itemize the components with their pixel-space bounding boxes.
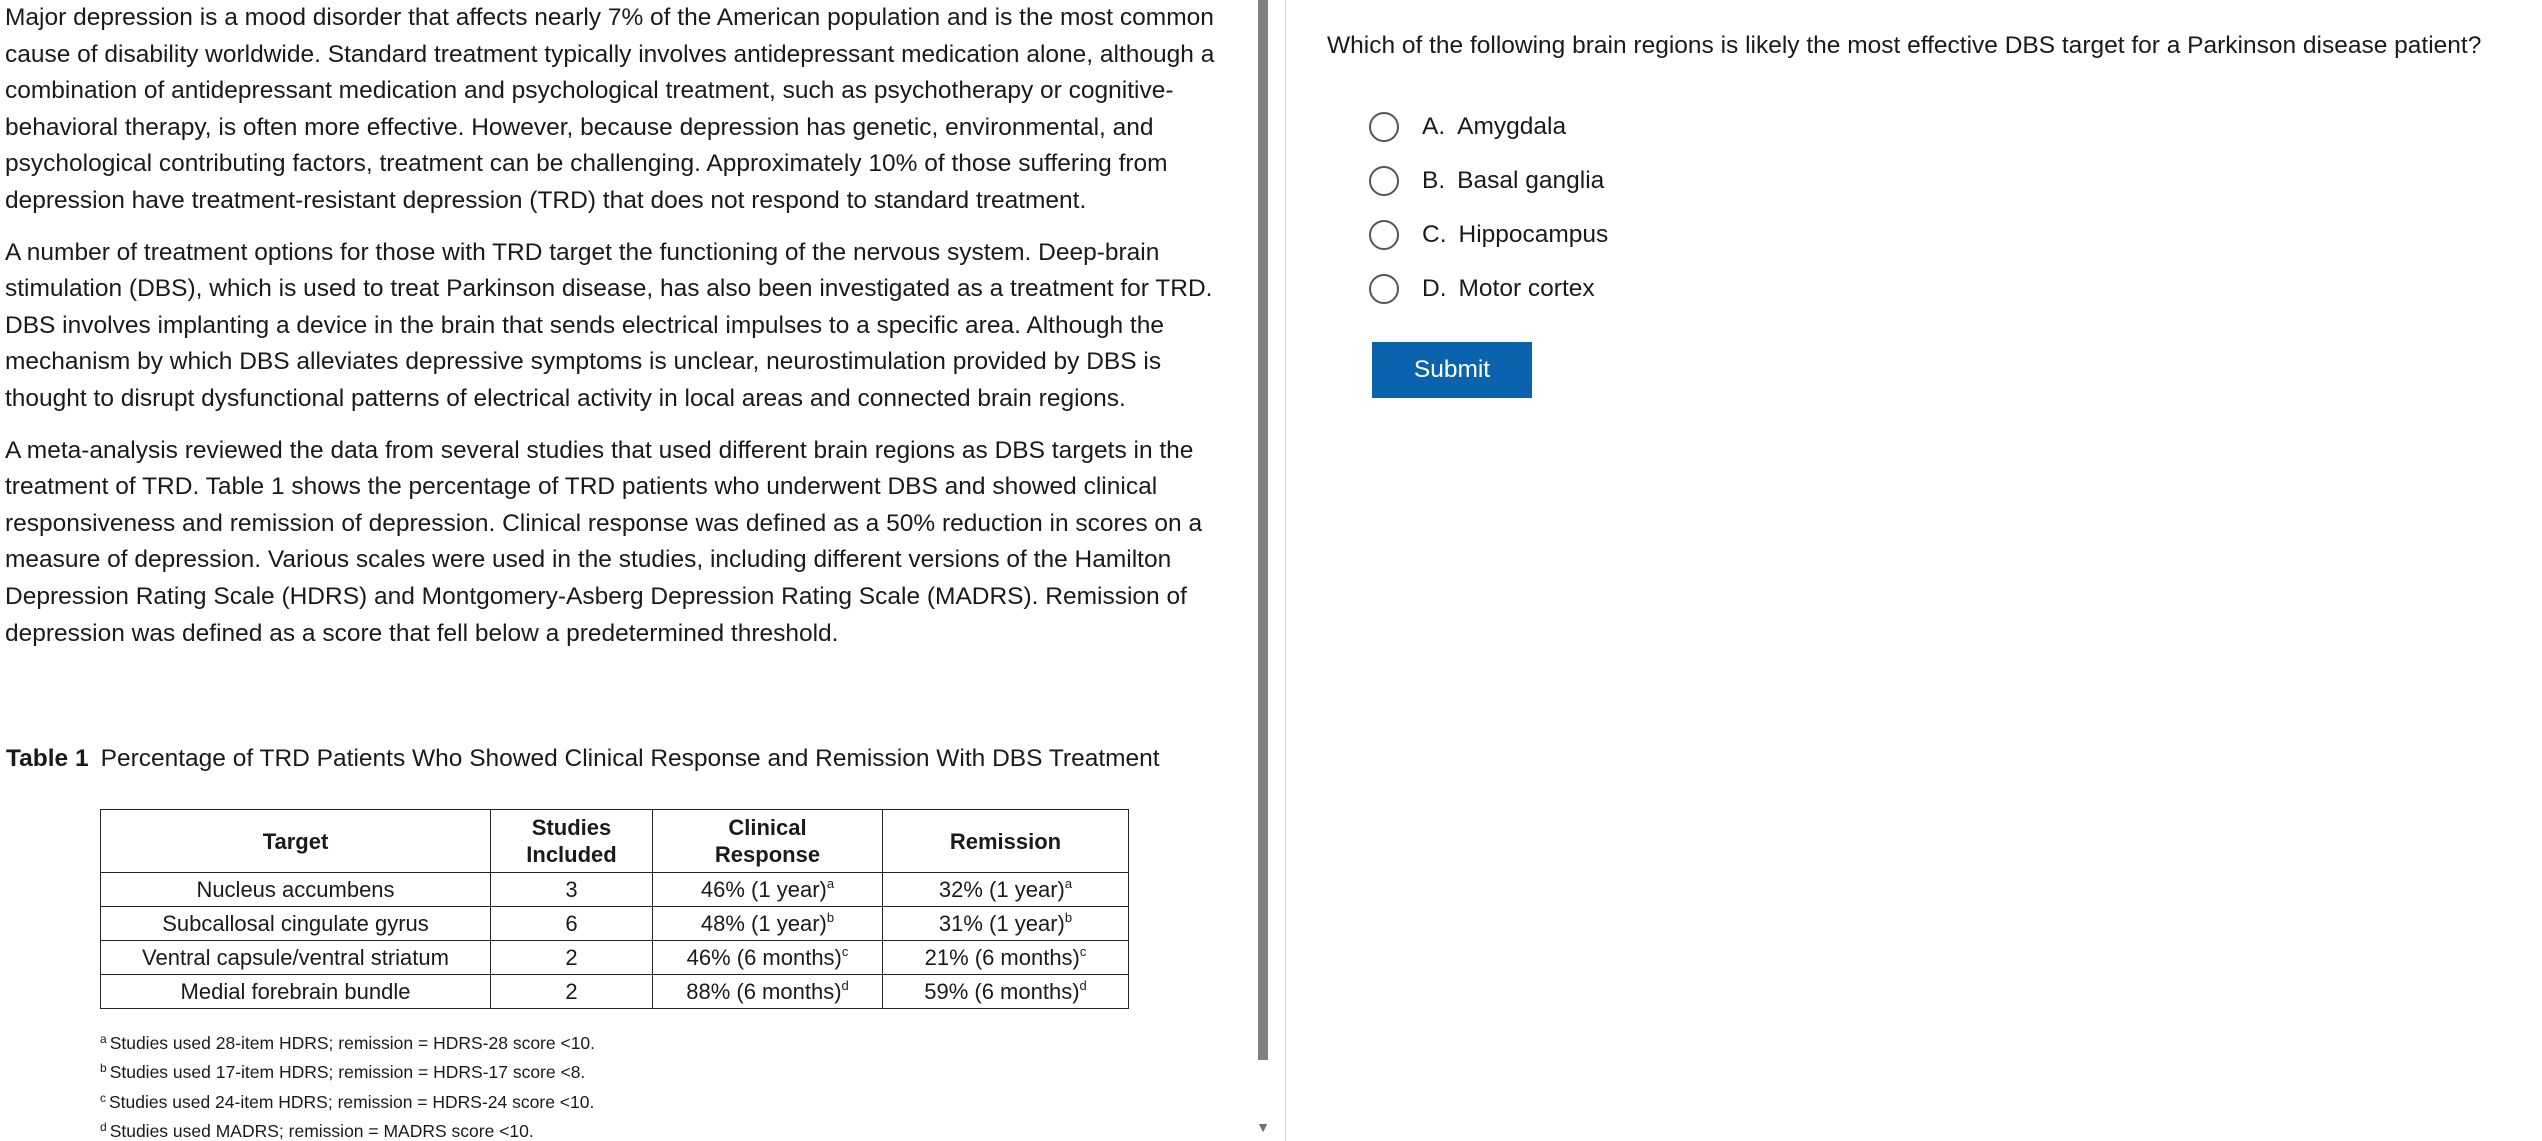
cell-remission	[883, 975, 1129, 1009]
passage-paragraph-3: A meta-analysis reviewed the data from several studies that used different brain regions as DBS targets in the treatment of TRD. Table 1 shows the percentage of TRD patients who underwent DBS and showed clinical responsiveness and remission of depression. Clinical response was defined as a 50% reduction in scores on a measure of depression. Various scales were used in the studies, including different versions of the Hamilton Depression Rating Scale (HDRS) and Montgomery-Asberg Depression Rating Scale (MADRS). Remission of depression was defined as a score that fell below a predetermined threshold.	[5, 436, 1203, 647]
table-caption-text: Percentage of TRD Patients Who Showed Clinical Response and Remission With DBS Treatment	[100, 745, 1160, 772]
cell-remission	[883, 907, 1129, 941]
cell-target: Nucleus accumbens	[101, 873, 491, 907]
table-row	[101, 873, 1129, 907]
footnote	[100, 1029, 595, 1058]
cell-remission	[883, 941, 1129, 975]
header-target: Target	[101, 810, 491, 873]
cell-clinical-value: 48% (1 year)	[700, 911, 827, 936]
table-row	[101, 975, 1129, 1009]
choice-c[interactable]	[1369, 208, 1608, 262]
choice-text: Hippocampus	[1458, 221, 1609, 248]
cell-clinical-value: 88% (6 months)	[686, 979, 842, 1004]
choice-label	[1422, 271, 1595, 307]
cell-remission-value: 31% (1 year)	[938, 911, 1065, 936]
header-clinical-line2: Response	[714, 842, 821, 867]
passage-paragraph-2: A number of treatment options for those with TRD target the functioning of the nervous system. Deep-brain stimulation (DBS), which is used to treat Parkinson disease, has also been investigated as a treatment for TRD. DBS involves implanting a device in the brain that sends electrical impulses to a specific area. Although the mechanism by which DBS alleviates depressive symptoms is unclear, neurostimulation provided by DBS is thought to disrupt dysfunctional patterns of electrical activity in local areas and connected brain regions.	[5, 238, 1213, 412]
choice-d[interactable]	[1369, 262, 1608, 316]
cell-clinical	[653, 873, 883, 907]
footnote-mark: a	[826, 876, 835, 891]
cell-remission-value: 32% (1 year)	[938, 877, 1065, 902]
table-header-row	[101, 810, 1129, 873]
passage-paragraph-1: Major depression is a mood disorder that affects nearly 7% of the American population and is the most common cause of disability worldwide. Standard treatment typically involves antidepressant medication alone, although a combination of antidepressant medication and psychological treatment, such as psychotherapy or cognitive-behavioral therapy, is often more effective. However, because depression has genetic, environmental, and psychological contributing factors, treatment can be challenging. Approximately 10% of those suffering from depression have treatment-resistant depression (TRD) that does not respond to standard treatment.	[5, 4, 1215, 214]
footnote-mark: c	[1079, 944, 1087, 959]
cell-clinical-value: 46% (6 months)	[686, 945, 842, 970]
cell-studies: 2	[491, 941, 653, 975]
table-footnotes	[100, 1029, 595, 1141]
cell-clinical	[653, 941, 883, 975]
footnote-mark: c	[841, 944, 849, 959]
header-clinical-line1: Clinical	[728, 815, 807, 840]
choice-label	[1422, 163, 1604, 199]
footnote-mark: c	[100, 1090, 106, 1105]
footnote-mark: a	[100, 1032, 107, 1046]
choice-text: Basal ganglia	[1457, 167, 1605, 194]
header-studies-line1: Studies	[531, 815, 612, 840]
cell-clinical	[653, 975, 883, 1009]
radio-button[interactable]	[1369, 166, 1399, 196]
cell-remission-value: 21% (6 months)	[924, 945, 1080, 970]
cell-target: Ventral capsule/ventral striatum	[101, 941, 491, 975]
footnote	[100, 1088, 595, 1117]
cell-remission	[883, 873, 1129, 907]
table-caption-label: Table 1	[6, 745, 89, 772]
radio-button[interactable]	[1369, 112, 1399, 142]
footnote-mark: b	[100, 1061, 107, 1076]
header-remission: Remission	[883, 810, 1129, 873]
results-table	[100, 809, 1129, 1009]
table-row	[101, 907, 1129, 941]
cell-clinical	[653, 907, 883, 941]
choice-text: Motor cortex	[1458, 275, 1595, 302]
footnote-mark: a	[1064, 876, 1073, 891]
question-stem: Which of the following brain regions is likely the most effective DBS target for a Parkinson disease patient?	[1327, 32, 2482, 59]
footnote-text: Studies used 24-item HDRS; remission = HDRS-24 score <10.	[109, 1091, 595, 1112]
cell-remission-value: 59% (6 months)	[924, 979, 1080, 1004]
choice-label	[1422, 109, 1566, 145]
cell-target: Medial forebrain bundle	[101, 975, 491, 1009]
question-pane	[1285, 0, 2542, 1141]
answer-choices	[1369, 100, 1608, 316]
footnote-mark: d	[1079, 978, 1087, 993]
footnote-mark: b	[826, 910, 835, 925]
radio-button[interactable]	[1369, 274, 1399, 304]
submit-button[interactable]: Submit	[1372, 342, 1532, 398]
header-studies-line2: Included	[526, 842, 617, 867]
cell-target: Subcallosal cingulate gyrus	[101, 907, 491, 941]
footnote-text: Studies used 28-item HDRS; remission = HDRS-28 score <10.	[109, 1033, 596, 1053]
choice-letter: B.	[1422, 167, 1446, 194]
choice-text: Amygdala	[1457, 113, 1567, 140]
header-clinical	[653, 810, 883, 873]
footnote	[100, 1058, 595, 1087]
footnote-mark: d	[100, 1119, 107, 1134]
choice-letter: C.	[1422, 221, 1447, 248]
choice-letter: A.	[1422, 113, 1446, 140]
table-caption	[6, 741, 1160, 777]
table-row	[101, 941, 1129, 975]
cell-studies: 6	[491, 907, 653, 941]
footnote-mark: b	[1064, 910, 1073, 925]
choice-b[interactable]	[1369, 154, 1608, 208]
choice-label	[1422, 217, 1608, 253]
passage	[5, 0, 1245, 667]
radio-button[interactable]	[1369, 220, 1399, 250]
footnote-text: Studies used MADRS; remission = MADRS score <10.	[109, 1120, 534, 1141]
choice-a[interactable]	[1369, 100, 1608, 154]
footnote	[100, 1117, 595, 1141]
passage-pane	[0, 0, 1253, 1141]
cell-studies: 2	[491, 975, 653, 1009]
header-studies	[491, 810, 653, 873]
triangle-down-icon[interactable]: ▼	[1256, 1119, 1270, 1135]
cell-clinical-value: 46% (1 year)	[700, 877, 827, 902]
footnote-text: Studies used 17-item HDRS; remission = HDRS-17 score <8.	[109, 1062, 586, 1083]
cell-studies: 3	[491, 873, 653, 907]
footnote-mark: d	[841, 978, 849, 993]
passage-scrollbar-thumb[interactable]	[1258, 0, 1268, 1060]
choice-letter: D.	[1422, 275, 1447, 302]
